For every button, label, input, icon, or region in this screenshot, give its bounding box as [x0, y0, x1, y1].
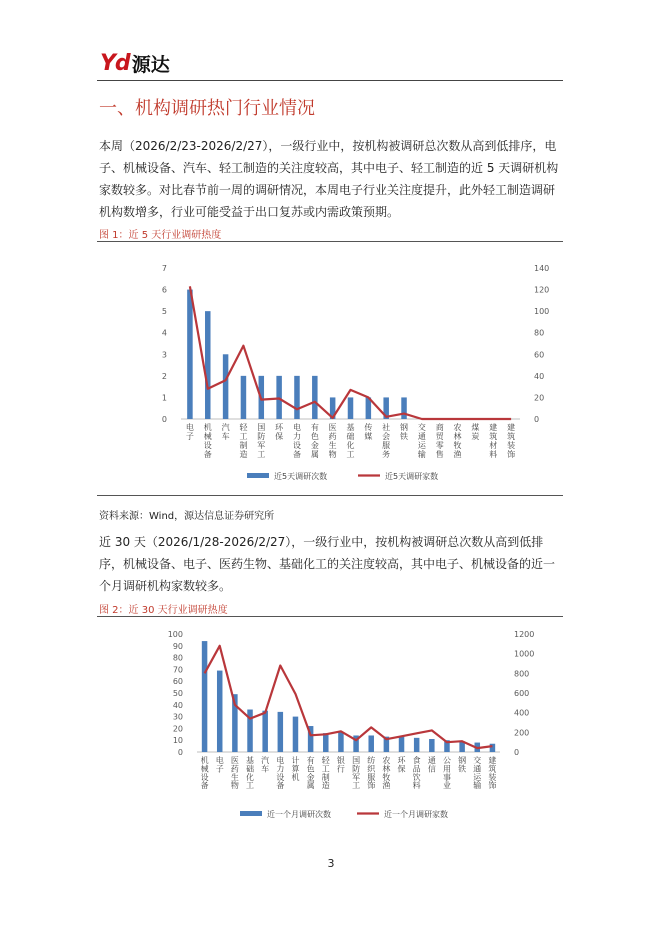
- y-left-tick-label: 20: [172, 724, 183, 734]
- y-right-tick-label: 600: [514, 689, 530, 698]
- category-label: 汽车: [261, 756, 270, 774]
- category-label: 汽车: [221, 423, 230, 441]
- y-left-tick-label: 60: [172, 677, 183, 687]
- y-right-tick-label: 0: [514, 748, 520, 757]
- bar: [187, 290, 193, 419]
- bar: [312, 376, 318, 419]
- bar: [278, 712, 284, 752]
- category-label: 交通运输: [473, 756, 482, 791]
- bar: [202, 641, 208, 752]
- bar: [414, 738, 420, 752]
- y-right-tick-label: 60: [534, 350, 545, 360]
- y-left-tick-label: 1: [161, 393, 167, 403]
- logo: [100, 50, 170, 77]
- category-label: 环保: [397, 756, 406, 774]
- category-label: 有色金属: [310, 423, 319, 459]
- category-label: 通信: [427, 756, 436, 774]
- category-label: 轻工制造: [321, 756, 330, 791]
- category-label: 建筑装饰: [507, 423, 516, 459]
- y-right-tick-label: 1000: [514, 649, 535, 659]
- category-label: 电子: [185, 423, 194, 441]
- y-left-tick-label: 5: [161, 307, 167, 317]
- legend-line-label: 近一个月调研家数: [384, 810, 448, 819]
- category-label: 机械设备: [200, 756, 209, 791]
- category-label: 有色金属: [306, 756, 315, 791]
- legend-line-label: 近5天调研家数: [385, 472, 439, 481]
- category-label: 环保: [275, 423, 284, 441]
- y-left-tick-label: 40: [172, 700, 183, 710]
- legend-bar-swatch: [247, 473, 269, 478]
- bar: [323, 733, 329, 752]
- category-label: 医药生物: [328, 423, 337, 459]
- category-label: 传媒: [364, 423, 373, 441]
- paragraph-week: 本周（2026/2/23-2026/2/27），一级行业中，按机构被调研总次数从高到低排序，电子、机械设备、汽车、轻工制造的关注度较高，其中电子、轻工制造的近 5 天调研机构家数较多。对比春节前一周的调研情况，本周电子行业关注度提升，此外轻工制造调研机构数增多，行业可能受益于出口复苏或内需政策预期。: [99, 139, 559, 219]
- source-note: 资料来源：Wind，源达信息证券研究所: [99, 511, 275, 522]
- bar: [217, 671, 223, 752]
- y-right-tick-label: 120: [534, 285, 550, 295]
- category-label: 交通运输: [417, 423, 426, 459]
- logo-mark: Yd: [100, 51, 130, 76]
- y-right-tick-label: 200: [514, 728, 530, 738]
- y-right-tick-label: 80: [534, 328, 545, 338]
- category-label: 食品饮料: [412, 756, 421, 791]
- category-label: 国防军工: [352, 756, 361, 791]
- y-left-tick-label: 90: [172, 641, 183, 651]
- y-left-tick-label: 10: [172, 736, 183, 746]
- bar: [293, 717, 299, 752]
- page-number: 3: [327, 857, 335, 870]
- category-label: 银行: [336, 756, 345, 774]
- y-left-tick-label: 30: [172, 712, 183, 722]
- category-label: 基础化工: [246, 756, 255, 791]
- section-title: 一、机构调研热门行业情况: [99, 98, 315, 119]
- y-right-tick-label: 400: [514, 708, 530, 718]
- bar: [205, 311, 211, 419]
- y-left-tick-label: 0: [177, 748, 183, 757]
- y-left-tick-label: 70: [172, 665, 183, 675]
- y-right-tick-label: 40: [534, 371, 545, 381]
- y-left-tick-label: 80: [172, 653, 183, 663]
- category-label: 计算机: [291, 756, 300, 782]
- chart-5-day-heat: [0, 255, 662, 490]
- category-label: 基础化工: [346, 423, 355, 459]
- bar: [429, 739, 435, 752]
- y-left-tick-label: 2: [161, 371, 167, 381]
- category-label: 钢铁: [458, 756, 467, 774]
- category-label: 钢铁: [400, 423, 409, 441]
- y-right-tick-label: 800: [514, 669, 530, 679]
- legend-bar-label: 近5天调研次数: [274, 472, 328, 481]
- category-label: 医药生物: [230, 756, 239, 791]
- logo-text: 源达: [131, 54, 170, 76]
- y-right-tick-label: 20: [534, 393, 545, 403]
- y-left-tick-label: 100: [167, 630, 183, 639]
- bar: [262, 711, 268, 752]
- category-label: 建筑装饰: [488, 756, 497, 791]
- legend-bar-swatch: [240, 811, 262, 816]
- y-left-tick-label: 4: [161, 328, 167, 338]
- y-right-tick-label: 0: [534, 415, 540, 424]
- y-left-tick-label: 0: [161, 415, 167, 424]
- category-label: 国防军工: [257, 423, 266, 459]
- bar: [399, 737, 405, 752]
- y-left-tick-label: 3: [161, 350, 167, 360]
- category-label: 农林牧渔: [453, 423, 462, 459]
- bar: [348, 397, 354, 419]
- figure-1-rule: [97, 241, 563, 242]
- chart-30-day-heat: [0, 622, 662, 827]
- y-right-tick-label: 100: [534, 307, 550, 317]
- bar: [368, 735, 374, 752]
- y-left-tick-label: 7: [161, 264, 167, 273]
- category-label: 机械设备: [203, 423, 212, 459]
- category-label: 电力设备: [292, 423, 301, 459]
- category-label: 轻工制造: [239, 423, 248, 459]
- bar: [241, 376, 247, 419]
- bar: [401, 397, 407, 419]
- category-label: 煤炭: [471, 423, 480, 441]
- category-label: 商贸零售: [435, 423, 444, 459]
- header-rule: [97, 80, 563, 81]
- bar: [223, 354, 229, 419]
- y-left-tick-label: 6: [161, 285, 167, 295]
- y-right-tick-label: 140: [534, 264, 550, 273]
- category-label: 农林牧渔: [382, 756, 391, 791]
- category-label: 建筑材料: [489, 423, 498, 459]
- figure-1-title: 图 1：近 5 天行业调研热度: [99, 230, 222, 241]
- legend-bar-label: 近一个月调研次数: [267, 810, 331, 819]
- category-label: 电子: [215, 756, 224, 774]
- bar: [490, 744, 496, 752]
- figure-2-rule: [97, 616, 563, 617]
- category-label: 社会服务: [382, 423, 391, 459]
- bar: [338, 732, 344, 752]
- category-label: 公用事业: [442, 756, 451, 791]
- y-right-tick-label: 1200: [514, 630, 535, 639]
- source-rule: [97, 495, 563, 496]
- y-left-tick-label: 50: [172, 689, 183, 698]
- category-label: 纺织服饰: [367, 756, 376, 791]
- paragraph-month: 近 30 天（2026/1/28-2026/2/27），一级行业中，按机构被调研总次数从高到低排序，机械设备、电子、医药生物、基础化工的关注度较高，其中电子、机械设备的近一个月调研机构家数较多。: [99, 535, 556, 593]
- bar: [294, 376, 300, 419]
- category-label: 电力设备: [276, 756, 285, 791]
- figure-2-title: 图 2：近 30 天行业调研热度: [99, 605, 228, 616]
